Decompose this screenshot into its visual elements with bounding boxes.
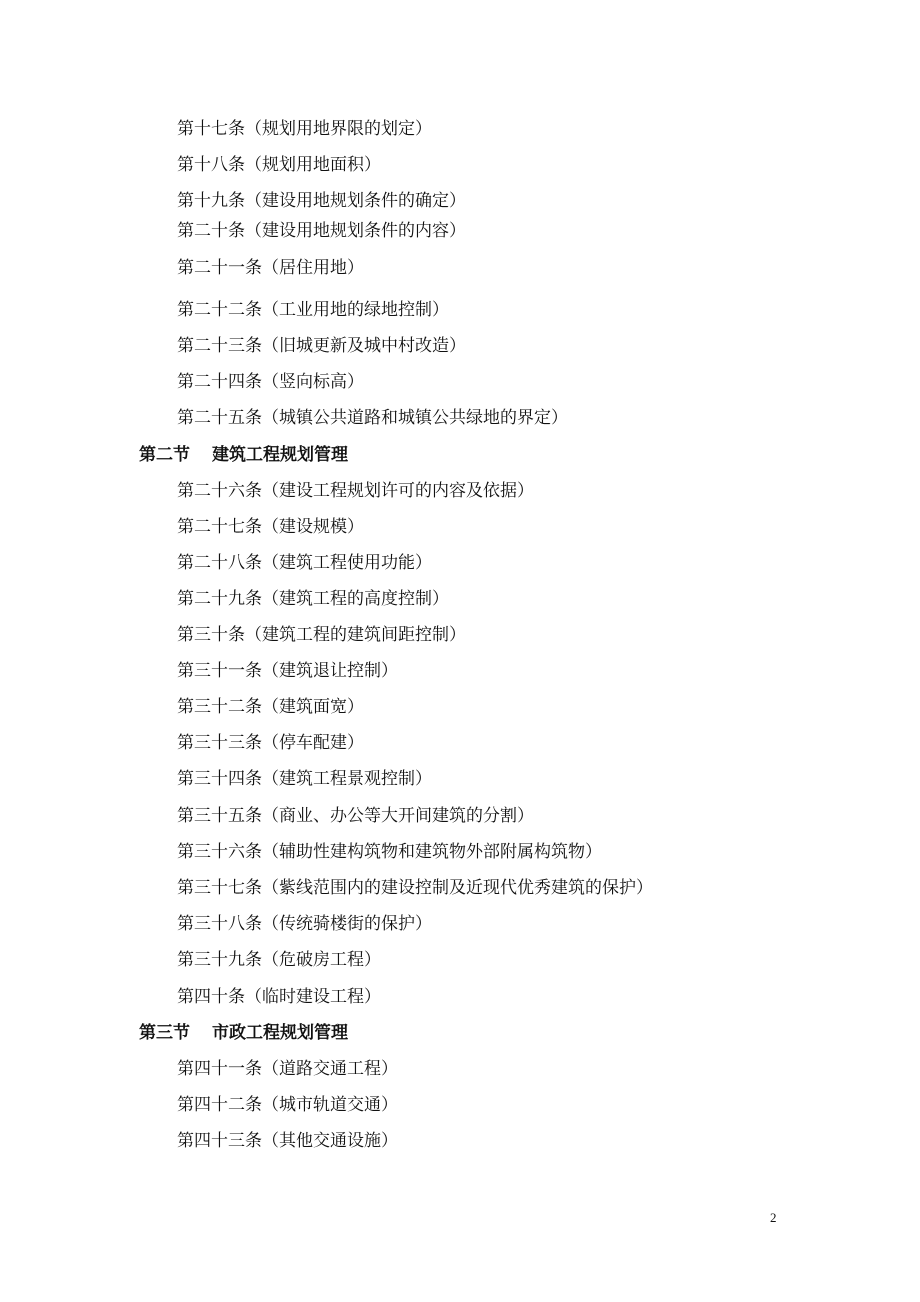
section-title: 建筑工程规划管理 [212,445,348,465]
toc-entry: 第二十四条（竖向标高） [177,372,364,392]
section-label: 第二节 [139,445,190,465]
toc-entry: 第四十条（临时建设工程） [177,987,381,1007]
toc-entry: 第十八条（规划用地面积） [177,155,381,175]
section-heading [139,445,348,465]
toc-entry: 第二十三条（旧城更新及城中村改造） [177,336,466,356]
toc-entry: 第二十六条（建设工程规划许可的内容及依据） [177,481,534,501]
section-heading [139,1023,348,1043]
toc-entry: 第四十二条（城市轨道交通） [177,1095,398,1115]
toc-entry: 第三十五条（商业、办公等大开间建筑的分割） [177,806,534,826]
toc-entry: 第二十一条（居住用地） [177,258,364,278]
toc-entry: 第三十六条（辅助性建构筑物和建筑物外部附属构筑物） [177,842,602,862]
toc-entry: 第三十二条（建筑面宽） [177,697,364,717]
toc-entry: 第三十八条（传统骑楼街的保护） [177,914,432,934]
toc-entry: 第四十一条（道路交通工程） [177,1059,398,1079]
toc-entry: 第四十三条（其他交通设施） [177,1131,398,1151]
toc-entry: 第二十九条（建筑工程的高度控制） [177,589,449,609]
toc-entry: 第二十二条（工业用地的绿地控制） [177,300,449,320]
toc-entry: 第三十七条（紫线范围内的建设控制及近现代优秀建筑的保护） [177,878,653,898]
toc-entry: 第三十三条（停车配建） [177,733,364,753]
toc-entry: 第三十条（建筑工程的建筑间距控制） [177,625,466,645]
toc-entry: 第三十四条（建筑工程景观控制） [177,769,432,789]
toc-entry: 第二十八条（建筑工程使用功能） [177,553,432,573]
toc-entry: 第十七条（规划用地界限的划定） [177,119,432,139]
toc-entry: 第二十条（建设用地规划条件的内容） [177,221,466,241]
page-number: 2 [770,1210,777,1225]
section-title: 市政工程规划管理 [212,1023,348,1043]
toc-entry: 第二十七条（建设规模） [177,517,364,537]
toc-entry: 第三十九条（危破房工程） [177,950,381,970]
section-label: 第三节 [139,1023,190,1043]
toc-entry: 第十九条（建设用地规划条件的确定） [177,191,466,211]
toc-entry: 第二十五条（城镇公共道路和城镇公共绿地的界定） [177,408,568,428]
toc-entry: 第三十一条（建筑退让控制） [177,661,398,681]
